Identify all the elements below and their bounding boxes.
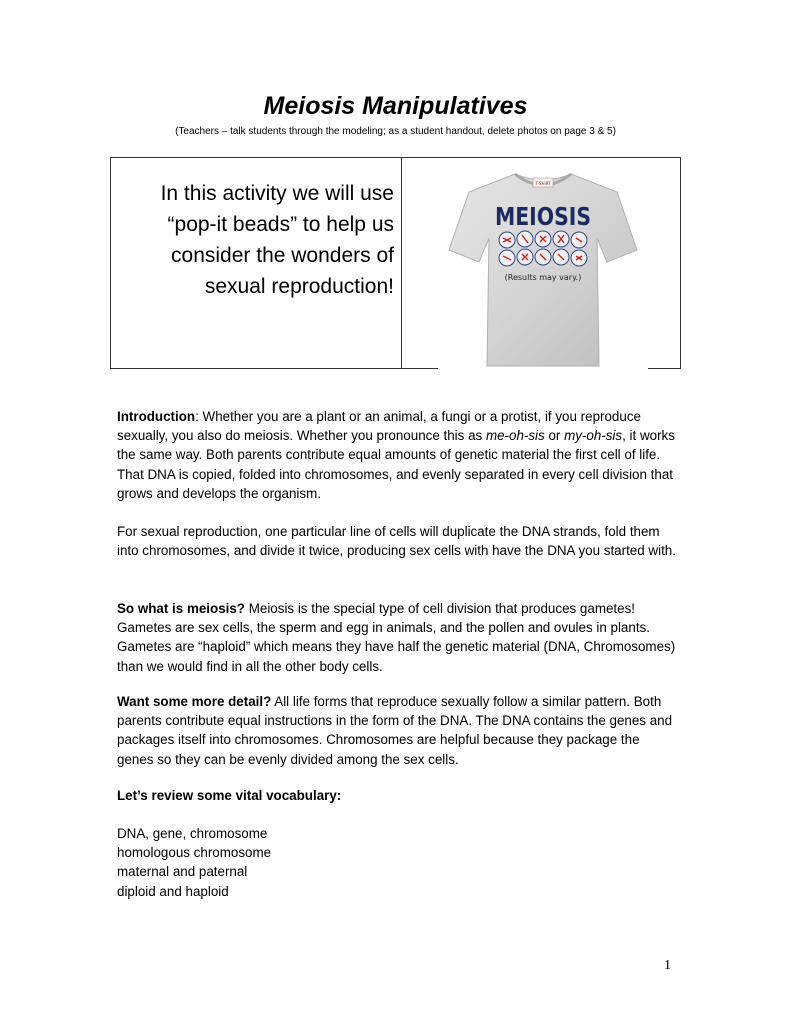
what-is-meiosis-label: So what is meiosis? — [117, 601, 245, 616]
pronunciation-1: me-oh-sis — [485, 428, 545, 444]
teacher-note: (Teachers – talk students through the modeling; as a student handout, delete photos on page 3 & 5) — [175, 126, 616, 137]
list-item: diploid and haploid — [117, 883, 229, 899]
page-number: 1 — [664, 958, 671, 973]
vocabulary-heading: Let’s review some vital vocabulary: — [117, 788, 342, 803]
introduction-label: Introduction — [117, 409, 196, 424]
meiosis-tshirt-photo — [445, 162, 641, 372]
shirt-caption: (Results may vary.) — [504, 273, 582, 282]
pronunciation-2: my-oh-sis — [564, 428, 623, 444]
shirt-tag: T-SHIRT — [535, 181, 551, 186]
more-detail-paragraph: Want some more detail? All life forms that reproduce sexually follow a similar pattern. Both parents contribute equal instructions in the form of the DNA. The DNA contains the genes and packages itself into chromosomes. Chromosomes are helpful because they package the genes so they can be evenly divided among the sex cells. — [117, 694, 673, 767]
more-detail-label: Want some more detail? — [117, 694, 272, 709]
vocabulary-list — [117, 824, 271, 901]
activity-intro-text: In this activity we will use “pop-it beads” to help us consider the wonders of sexual reproduction! — [160, 182, 394, 298]
introduction-paragraph: Introduction: Whether you are a plant or an animal, a fungi or a protist, if you reproduce sexually, you also do meiosis. Whether you pronounce this as me-oh-sis or my-oh-sis, it works the same way. Both parents contribute equal amounts of genetic material the first cell of life. That DNA is copied, folded into chromosomes, and evenly separated in every cell division that grows and develops the organism. — [117, 409, 675, 501]
page-title: Meiosis Manipulatives — [263, 92, 528, 120]
shirt-word: MEIOSIS — [495, 202, 591, 231]
list-item: homologous chromosome — [117, 845, 272, 861]
sexual-reproduction-paragraph: For sexual reproduction, one particular line of cells will duplicate the DNA strands, fold them into chromosomes, and divide it twice, producing sex cells with have the DNA you started with. — [117, 524, 676, 559]
box-divider — [401, 157, 402, 369]
what-is-meiosis-paragraph: So what is meiosis? Meiosis is the special type of cell division that produces gametes! Gametes are sex cells, the sperm and egg in animals, and the pollen and ovules in plants. Gametes are “haploid” which means they have half the genetic material (DNA, Chromosomes) than we would find in all the other body cells. — [117, 601, 676, 674]
list-item: DNA, gene, chromosome — [117, 826, 268, 841]
list-item: maternal and paternal — [117, 864, 248, 880]
